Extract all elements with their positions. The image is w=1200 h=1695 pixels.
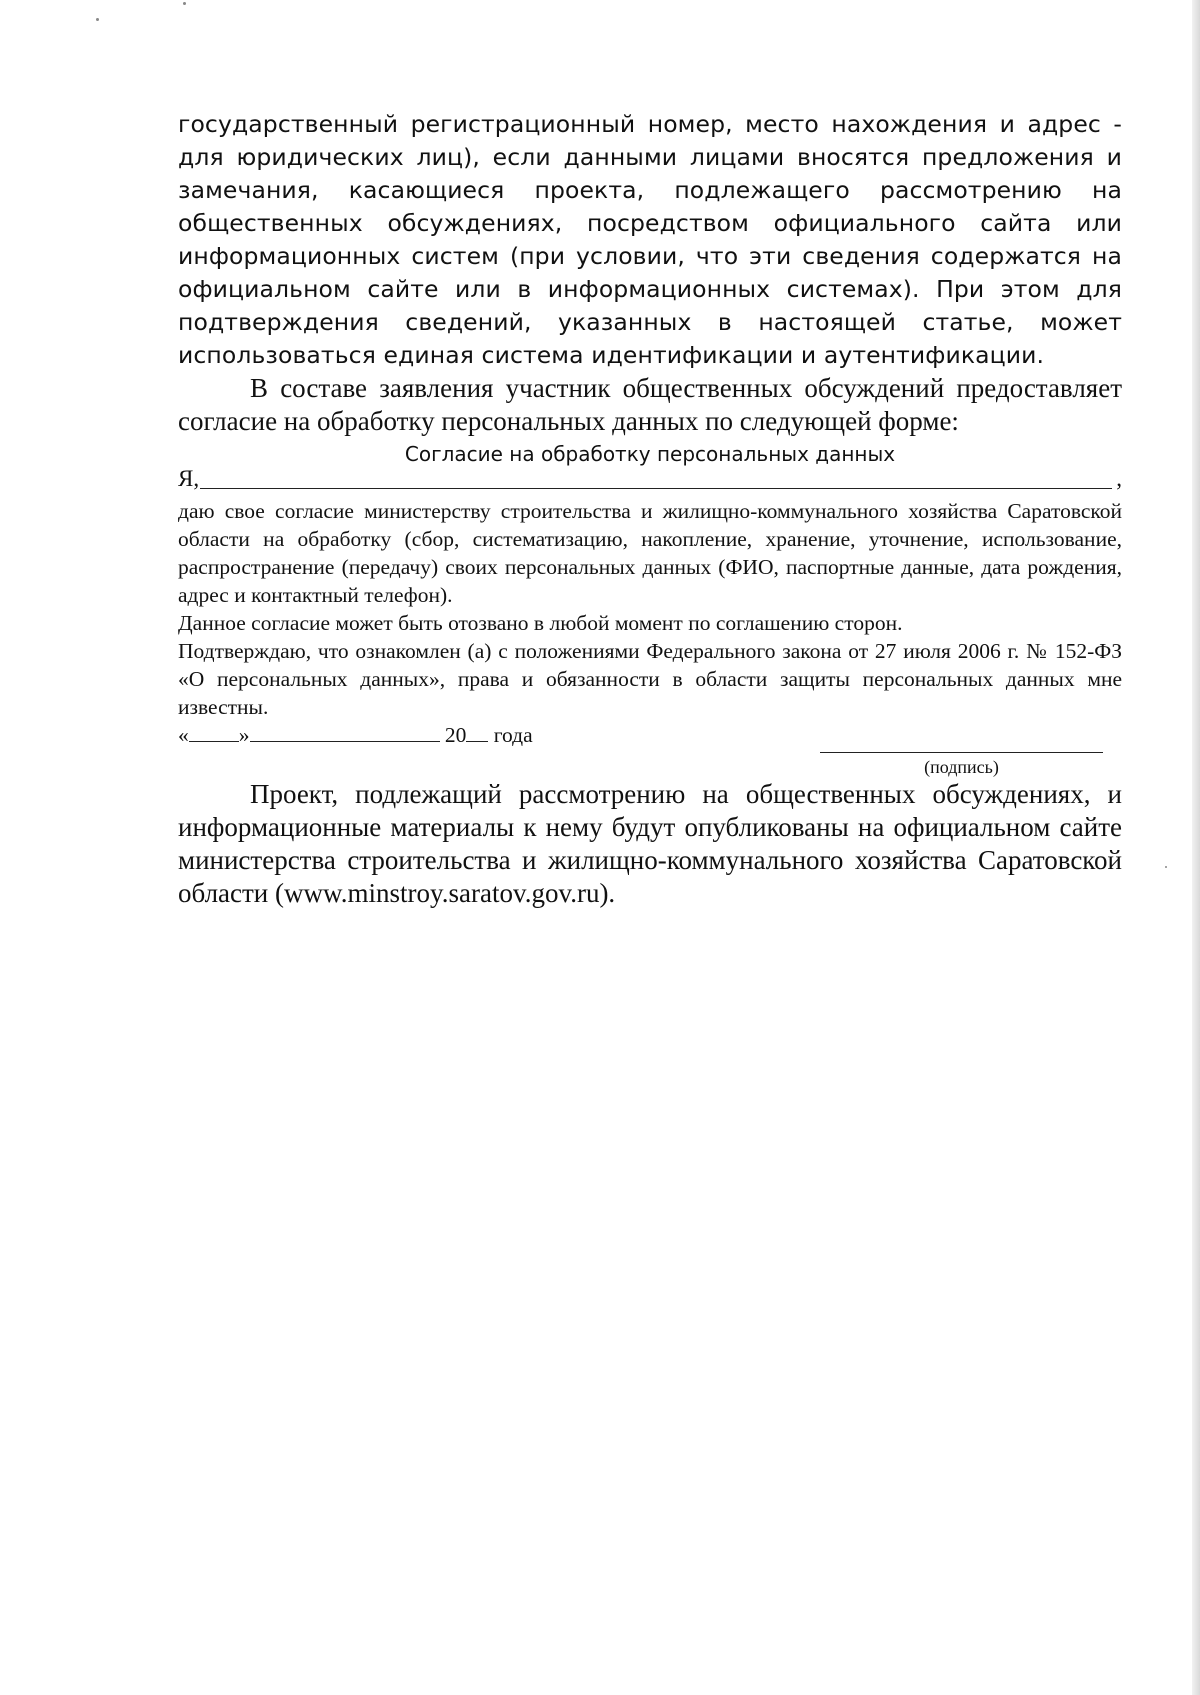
date-day-blank [189, 723, 239, 742]
consent-date-row [178, 723, 1122, 753]
date-month-blank [250, 723, 440, 742]
scan-speck [183, 2, 186, 5]
paragraph-text: государственный регистрационный номер, место нахождения и адрес - для юридических лиц), если данными лицами вносятся предложения и замечания, касающиеся проекта, подлежащего рассмотрению на общественных обсуждениях, посредством официального сайта или информационных систем (при условии, что эти сведения содержатся на официальном сайте или в информационных системах). При этом для подтверждения сведений, указанных в настоящей статье, может использоваться единая система идентификации и аутентификации. [178, 110, 1122, 369]
paragraph-applicant-info [178, 108, 1122, 372]
date-year-suffix: года [493, 723, 533, 747]
consent-form-title: Согласие на обработку персональных данных [404, 442, 896, 466]
paragraph-publication [178, 778, 1122, 910]
scan-edge-shadow [1192, 0, 1200, 1695]
consent-statement: даю свое согласие министерству строительства и жилищно-коммунального хозяйства Саратовской области на обработку (сбор, систематизацию, накопление, хранение, уточнение, использование, распространение (передачу) своих персональных данных (ФИО, паспортные данные, дата рождения, адрес и контактный телефон). [178, 499, 1122, 607]
consent-revocable-statement: Данное согласие может быть отозвано в любой момент по соглашению сторон. [178, 611, 903, 635]
consent-name-line [178, 466, 1122, 496]
paragraph-text: В составе заявления участник общественных обсуждений предоставляет согласие на обработку персональных данных по следующей форме: [178, 373, 1122, 436]
scan-speck [96, 18, 99, 21]
signature-line [820, 752, 1103, 753]
signature-caption: (подпись) [924, 757, 999, 777]
paragraph-consent-intro [178, 372, 1122, 438]
date-close-quote: » [238, 723, 250, 747]
date-year-prefix: 20 [444, 723, 467, 747]
name-suffix: , [1116, 466, 1122, 491]
consent-confirmation-statement: Подтверждаю, что ознакомлен (а) с положениями Федерального закона от 27 июля 2006 г. № 152-ФЗ «О персональных данных», права и обязанности в области защиты персональных данных мне известны. [178, 639, 1122, 719]
name-blank-underline [200, 488, 1112, 489]
paragraph-text: Проект, подлежащий рассмотрению на общественных обсуждениях, и информационные материалы к нему будут опубликованы на официальном сайте министерства строительства и жилищно-коммунального хозяйства Саратовской области (www.minstroy.saratov.gov.ru). [178, 779, 1122, 908]
date-year-blank [466, 723, 488, 742]
scan-speck [1165, 866, 1167, 868]
name-prefix: Я, [178, 466, 200, 491]
date-open-quote: « [178, 723, 189, 747]
